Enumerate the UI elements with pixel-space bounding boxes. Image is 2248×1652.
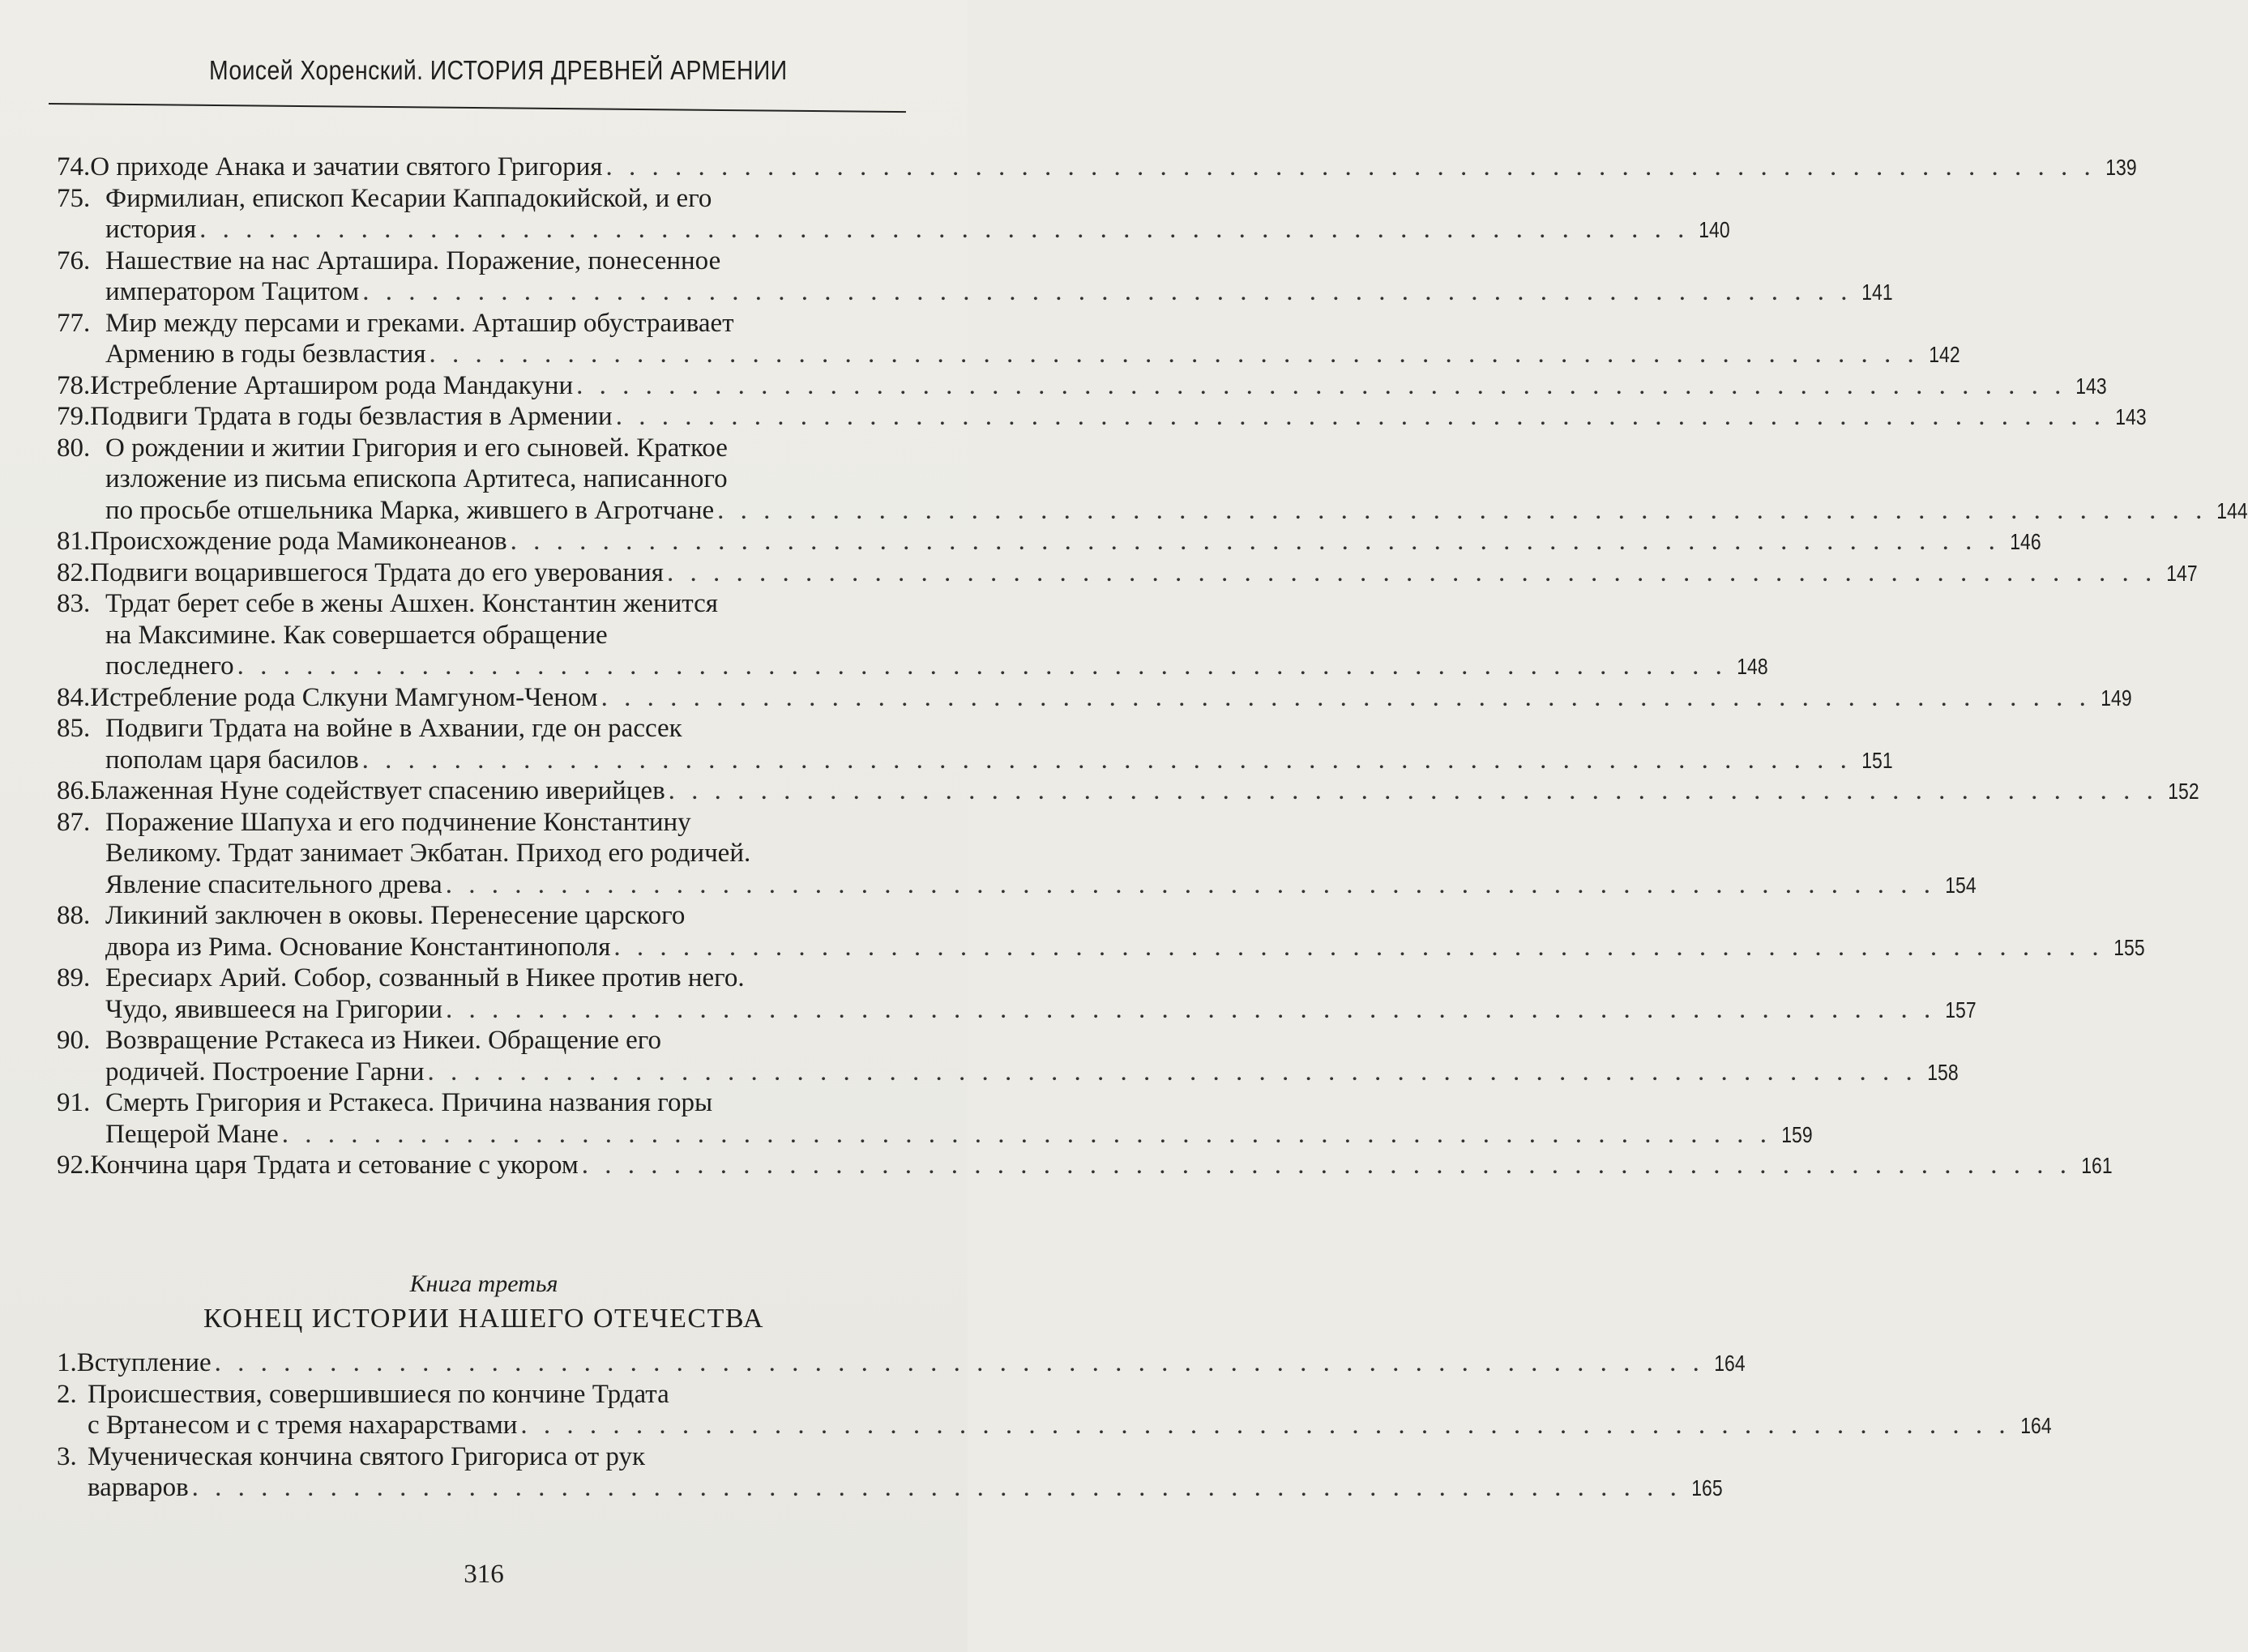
book-label: Книга третья (409, 1270, 558, 1297)
dot-leader: . . . . . . . . . . . . . . . . . . . . . . . . . . . . . . . . . . . . . . . . . . . . . . . . . . . . . . . . . . . . . . . . . (429, 339, 1919, 369)
toc-entry-text: Истребление Арташиром рода Мандакуни (90, 370, 574, 400)
toc-entry-number: 74. (57, 152, 91, 181)
toc-line (105, 835, 750, 871)
toc-line (57, 181, 712, 216)
toc-page-number: 143 (2075, 373, 2107, 399)
toc-entry-text: О рождении и житии Григория и его сыновей. Краткое (105, 433, 728, 463)
toc-entry-text: Чудо, явившееся на Григории (105, 994, 443, 1024)
dot-leader: . . . . . . . . . . . . . . . . . . . . . . . . . . . . . . . . . . . . . . . . . . . . . . . . . . . . . . . . . . . . . . . . . (361, 745, 1852, 775)
toc-entry-number: 91. (57, 1088, 91, 1117)
dot-leader: . . . . . . . . . . . . . . . . . . . . . . . . . . . . . . . . . . . . . . . . . . . . . . . . . . . . . . . . . . . . . . . . . (576, 370, 2066, 400)
dot-leader: . . . . . . . . . . . . . . . . . . . . . . . . . . . . . . . . . . . . . . . . . . . . . . . . . . . . . . . . . . . . . . . . . (581, 1150, 2071, 1180)
toc-entry-number: 92. (57, 1150, 91, 1180)
dot-leader: . . . . . . . . . . . . . . . . . . . . . . . . . . . . . . . . . . . . . . . . . . . . . . . . . . . . . . . . . . . . . . . . . (214, 1348, 1704, 1377)
toc-line (105, 742, 1893, 778)
toc-entry-number: 79. (57, 402, 91, 431)
toc-line (57, 773, 2199, 809)
toc-line (105, 461, 728, 497)
toc-page-number: 147 (2166, 560, 2198, 586)
toc-entry-text: Трдат берет себе в жены Ашхен. Константин женится (105, 589, 718, 618)
toc-line (105, 867, 1977, 903)
toc-line (105, 992, 1977, 1027)
toc-line (88, 1470, 1723, 1505)
toc-entry-number: 89. (57, 963, 91, 992)
toc-entry-text: последнего (105, 651, 234, 681)
dot-leader: . . . . . . . . . . . . . . . . . . . . . . . . . . . . . . . . . . . . . . . . . . . . . . . . . . . . . . . . . . . . . . . . . (717, 495, 2207, 525)
toc-page-number: 154 (1945, 872, 1977, 898)
toc-entry-text: изложение из письма епископа Артитеса, написанного (105, 464, 728, 493)
toc-entry-text: Армению в годы безвластия (105, 339, 426, 369)
toc-entry-text: Подвиги Трдата на войне в Ахвании, где он рассек (105, 714, 682, 743)
dot-leader: . . . . . . . . . . . . . . . . . . . . . . . . . . . . . . . . . . . . . . . . . . . . . . . . . . . . . . . . . . . . . . . . . (600, 682, 2091, 712)
header-rule (49, 103, 906, 113)
toc-entry-number: 78. (57, 370, 91, 400)
dot-leader: . . . . . . . . . . . . . . . . . . . . . . . . . . . . . . . . . . . . . . . . . . . . . . . . . . . . . . . . . . . . . . . . . (605, 152, 2096, 181)
toc-line (57, 1439, 645, 1475)
toc-entry-text: Мир между персами и греками. Арташир обустраивает (105, 308, 734, 338)
toc-entry-number: 75. (57, 183, 91, 213)
toc-page-number: 159 (1781, 1121, 1813, 1147)
toc-entry-number: 81. (57, 527, 91, 556)
toc-entry-text: Подвиги Трдата в годы безвластия в Армении (90, 402, 613, 431)
toc-entry-text: варваров (88, 1473, 189, 1502)
toc-entry-text: Фирмилиан, епископ Кесарии Каппадокийской, и его (105, 183, 712, 213)
toc-entry-text: Вступление (76, 1348, 212, 1377)
dot-leader: . . . . . . . . . . . . . . . . . . . . . . . . . . . . . . . . . . . . . . . . . . . . . . . . . . . . . . . . . . . . . . . . . (446, 994, 1936, 1024)
toc-page-number: 142 (1929, 342, 1960, 367)
toc-entry-number: 1. (57, 1348, 77, 1377)
toc-line (57, 555, 2198, 591)
toc-line (57, 1022, 661, 1058)
toc-line (105, 274, 1894, 309)
toc-entry-text: на Максимине. Как совершается обращение (105, 620, 608, 650)
toc-page-number: 164 (2019, 1413, 2052, 1438)
toc-line (57, 960, 745, 996)
toc-line (105, 336, 1960, 372)
toc-entry-text: с Вртанесом и с тремя нахарарствами (88, 1411, 518, 1440)
toc-page-number: 143 (2115, 404, 2147, 429)
toc-line (57, 523, 2041, 559)
toc-entry-text: императором Тацитом (105, 277, 360, 306)
toc-entry-text: Поражение Шапуха и его подчинение Константину (105, 807, 691, 837)
toc-entry-text: пополам царя басилов (105, 745, 359, 775)
toc-page-number: 161 (2081, 1153, 2113, 1178)
toc-entry-number: 83. (57, 589, 91, 618)
toc-entry-text: Подвиги воцарившегося Трдата до его уверования (90, 557, 664, 587)
toc-page-number: 146 (2010, 529, 2041, 554)
toc-entry-text: Пещерой Мане (105, 1119, 279, 1149)
toc-line (57, 1085, 712, 1121)
dot-leader: . . . . . . . . . . . . . . . . . . . . . . . . . . . . . . . . . . . . . . . . . . . . . . . . . . . . . . . . . . . . . . . . . (613, 932, 2104, 962)
toc-entry-text: по просьбе отшельника Марка, жившего в Агротчане (105, 495, 715, 525)
running-head-title: ИСТОРИЯ ДРЕВНЕЙ АРМЕНИИ (430, 55, 788, 85)
book-title: КОНЕЦ ИСТОРИИ НАШЕГО ОТЕЧЕСТВА (203, 1304, 764, 1334)
toc-line (57, 305, 734, 341)
dot-leader: . . . . . . . . . . . . . . . . . . . . . . . . . . . . . . . . . . . . . . . . . . . . . . . . . . . . . . . . . . . . . . . . . (666, 557, 2157, 587)
dot-leader: . . . . . . . . . . . . . . . . . . . . . . . . . . . . . . . . . . . . . . . . . . . . . . . . . . . . . . . . . . . . . . . . . (281, 1119, 1771, 1149)
toc-page-number: 144 (2216, 497, 2248, 523)
toc-line (57, 1377, 669, 1412)
toc-entry-text: Великому. Трдат занимает Экбатан. Приход его родичей. (105, 839, 751, 868)
toc-page-number: 140 (1699, 217, 1730, 242)
toc-entry-text: Кончина царя Трдата и сетование с укором (90, 1150, 579, 1180)
toc-line (57, 711, 682, 746)
toc-entry-number: 77. (57, 308, 91, 338)
toc-line (57, 243, 720, 279)
toc-entry-number: 82. (57, 557, 91, 587)
toc-entry-number: 3. (57, 1441, 77, 1471)
dot-leader: . . . . . . . . . . . . . . . . . . . . . . . . . . . . . . . . . . . . . . . . . . . . . . . . . . . . . . . . . . . . . . . . . (445, 869, 1935, 899)
dot-leader: . . . . . . . . . . . . . . . . . . . . . . . . . . . . . . . . . . . . . . . . . . . . . . . . . . . . . . . . . . . . . . . . . (237, 651, 1727, 681)
toc-entry-number: 88. (57, 901, 91, 930)
toc-entry-number: 80. (57, 433, 91, 463)
toc-line (57, 586, 718, 621)
toc-entry-number: 85. (57, 714, 91, 743)
toc-entry-number: 84. (57, 682, 91, 712)
toc-entry-text: Происшествия, совершившиеся по кончине Трдата (88, 1379, 669, 1409)
toc-entry-text: Смерть Григория и Рстакеса. Причина названия горы (105, 1088, 713, 1117)
toc-line (105, 493, 2248, 528)
toc-line (57, 898, 685, 933)
toc-page-number: 139 (2105, 155, 2137, 180)
toc-page-number: 152 (2168, 779, 2199, 804)
toc-page-number: 141 (1861, 280, 1894, 305)
toc-entry-number: 90. (57, 1026, 91, 1055)
toc-line (57, 1345, 1746, 1381)
toc-line (105, 211, 1730, 247)
toc-page-number: 157 (1945, 997, 1977, 1022)
toc-line (57, 368, 2107, 403)
toc-line (57, 149, 2137, 185)
toc-page-number: 149 (2101, 685, 2132, 711)
toc-entry-number: 87. (57, 807, 91, 837)
toc-line (105, 648, 1768, 684)
toc-entry-number: 86. (57, 776, 91, 805)
toc-entry-number: 76. (57, 245, 91, 275)
dot-leader: . . . . . . . . . . . . . . . . . . . . . . . . . . . . . . . . . . . . . . . . . . . . . . . . . . . . . . . . . . . . . . . . . (520, 1411, 2011, 1440)
toc-line (57, 680, 2132, 715)
dot-leader: . . . . . . . . . . . . . . . . . . . . . . . . . . . . . . . . . . . . . . . . . . . . . . . . . . . . . . . . . . . . . . . . . (615, 402, 2105, 431)
toc-line (105, 1116, 1813, 1152)
toc-line (57, 399, 2147, 434)
toc-page-number: 165 (1691, 1475, 1723, 1500)
toc-line (57, 805, 691, 840)
toc-page-number: 164 (1714, 1351, 1746, 1376)
toc-line (88, 1407, 2052, 1443)
toc-entry-text: Мученическая кончина святого Григориса от рук (88, 1441, 645, 1471)
toc-entry-text: Явление спасительного древа (105, 869, 442, 899)
running-head-author: Моисей Хоренский. (209, 55, 424, 85)
toc-entry-text: Ересиарх Арий. Собор, созванный в Никее против него. (105, 963, 745, 992)
toc-line (105, 1054, 1959, 1090)
dot-leader: . . . . . . . . . . . . . . . . . . . . . . . . . . . . . . . . . . . . . . . . . . . . . . . . . . . . . . . . . . . . . . . . . (427, 1057, 1917, 1086)
toc-entry-text: родичей. Построение Гарни (105, 1057, 425, 1086)
toc-entry-text: Нашествие на нас Арташира. Поражение, понесенное (105, 245, 721, 275)
toc-page-number: 148 (1737, 654, 1768, 679)
toc-line (105, 617, 608, 653)
toc-entry-text: Возвращение Рстакеса из Никеи. Обращение его (105, 1026, 662, 1055)
toc-page-number: 155 (2113, 934, 2145, 960)
dot-leader: . . . . . . . . . . . . . . . . . . . . . . . . . . . . . . . . . . . . . . . . . . . . . . . . . . . . . . . . . . . . . . . . . (510, 527, 2000, 556)
toc-entry-text: О приходе Анака и зачатии святого Григория (90, 152, 603, 181)
toc-page-number: 151 (1861, 747, 1893, 773)
dot-leader: . . . . . . . . . . . . . . . . . . . . . . . . . . . . . . . . . . . . . . . . . . . . . . . . . . . . . . . . . . . . . . . . . (668, 776, 2158, 805)
toc-entry-number: 2. (57, 1379, 77, 1409)
toc-line (57, 1147, 2113, 1183)
toc-entry-text: история (105, 215, 197, 244)
toc-entry-text: Происхождение рода Мамиконеанов (90, 527, 507, 556)
toc-line (57, 430, 728, 466)
running-head (209, 55, 788, 86)
toc-entry-text: Блаженная Нуне содействует спасению иверийцев (90, 776, 665, 805)
toc-entry-text: Ликиний заключен в оковы. Перенесение царского (105, 901, 686, 930)
dot-leader: . . . . . . . . . . . . . . . . . . . . . . . . . . . . . . . . . . . . . . . . . . . . . . . . . . . . . . . . . . . . . . . . . (191, 1473, 1682, 1502)
toc-line (105, 929, 2145, 965)
dot-leader: . . . . . . . . . . . . . . . . . . . . . . . . . . . . . . . . . . . . . . . . . . . . . . . . . . . . . . . . . . . . . . . . . (362, 277, 1853, 306)
toc-page-number: 158 (1927, 1059, 1959, 1085)
page-number: 316 (464, 1560, 504, 1589)
dot-leader: . . . . . . . . . . . . . . . . . . . . . . . . . . . . . . . . . . . . . . . . . . . . . . . . . . . . . . . . . . . . . . . . . (199, 215, 1690, 244)
toc-entry-text: Истребление рода Слкуни Мамгуном-Ченом (90, 682, 598, 712)
toc-entry-text: двора из Рима. Основание Константинополя (105, 932, 611, 962)
